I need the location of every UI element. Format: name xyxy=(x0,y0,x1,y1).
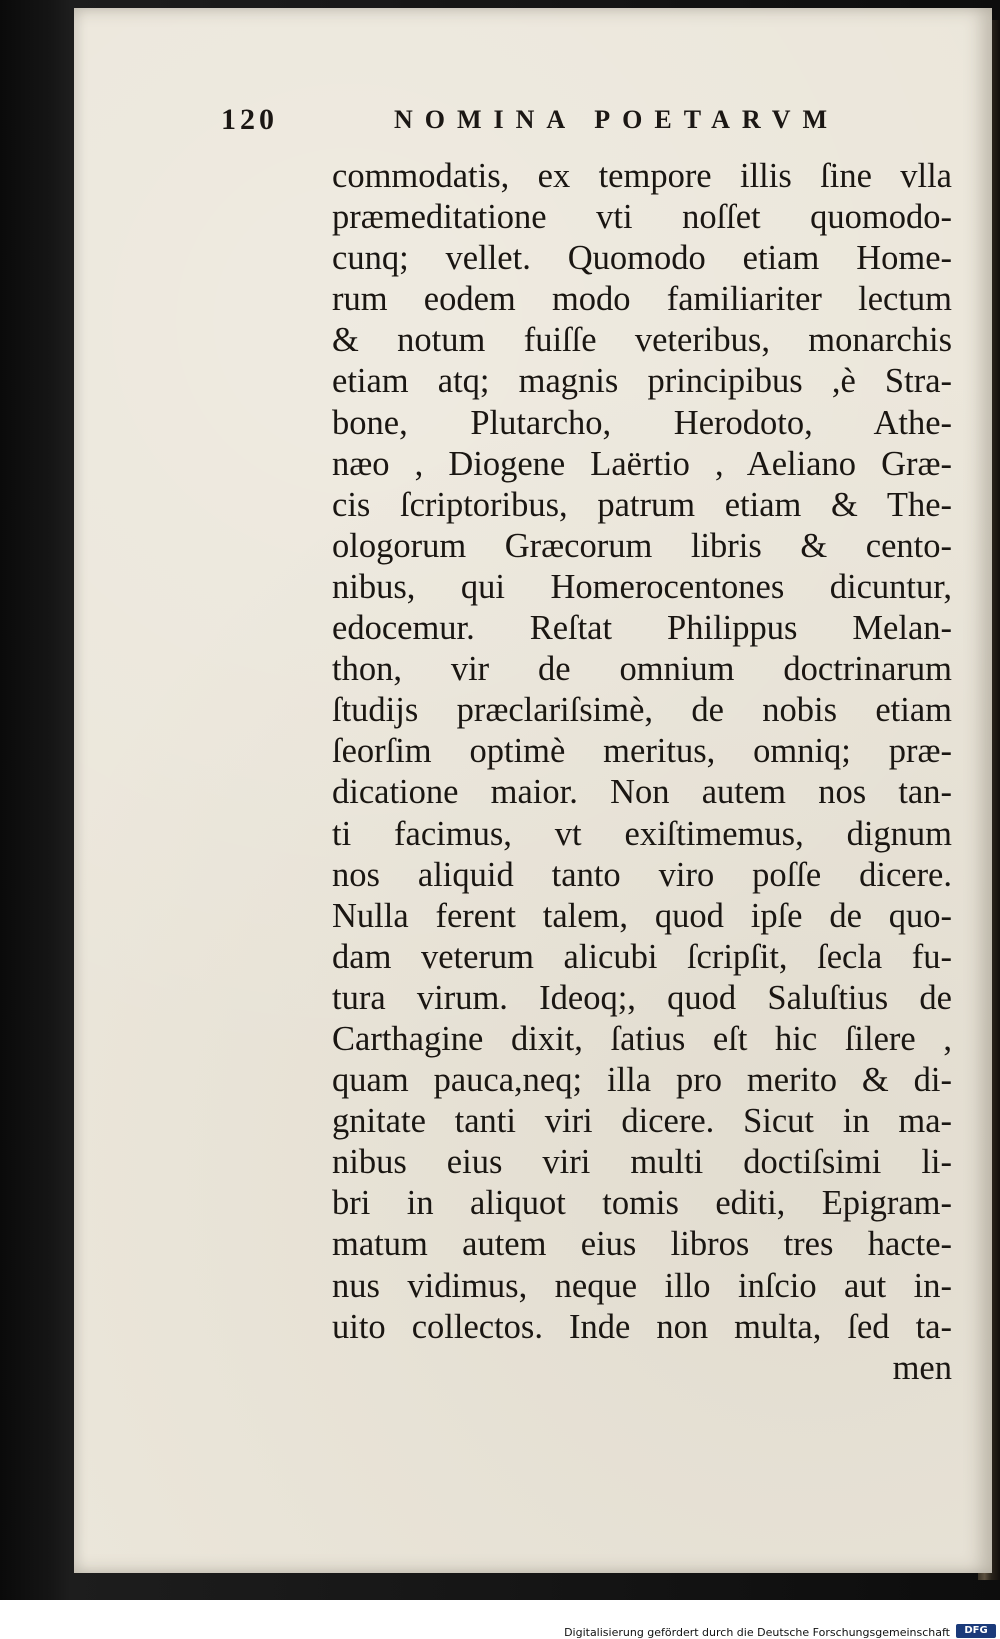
text-line: nibus eius viri multi doctiſsimi li- xyxy=(332,1143,952,1182)
body-text xyxy=(332,156,952,1389)
text-line: nos aliquid tanto viro poſſe dicere. xyxy=(332,855,952,894)
text-line: tura virum. Ideoq;, quod Saluſtius de xyxy=(332,978,952,1017)
text-line: ologorum Græcorum libris & cento- xyxy=(332,526,952,565)
text-line: Nulla ferent talem, quod ipſe de quo- xyxy=(332,896,952,935)
text-line: edocemur. Reſtat Philippus Melan- xyxy=(332,609,952,648)
text-line: etiam atq; magnis principibus ,è Stra- xyxy=(332,362,952,401)
text-line: gnitate tanti viri dicere. Sicut in ma- xyxy=(332,1102,952,1141)
text-line: nus vidimus, neque illo inſcio aut in- xyxy=(332,1266,952,1305)
text-line: commodatis, ex tempore illis ſine vlla xyxy=(332,157,952,195)
text-line: næo , Diogene Laërtio , Aeliano Græ- xyxy=(332,444,952,483)
text-line: præmeditatione vti noſſet quomodo- xyxy=(332,198,952,237)
running-title: NOMINA POETARVM xyxy=(394,105,840,134)
text-line: ſtudijs præclariſsimè, de nobis etiam xyxy=(332,691,952,730)
text-line: quam pauca,neq; illa pro merito & di- xyxy=(332,1061,952,1100)
text-line: dam veterum alicubi ſcripſit, ſecla fu- xyxy=(332,937,952,976)
text-line: matum autem eius libros tres hacte- xyxy=(332,1225,952,1264)
text-line: ti facimus, vt exiſtimemus, dignum xyxy=(332,814,952,853)
dfg-logo: DFG xyxy=(956,1624,996,1638)
text-line: bone, Plutarcho, Herodoto, Athe- xyxy=(332,403,952,442)
text-line: rum eodem modo familiariter lectum xyxy=(332,280,952,319)
footer-credit: Digitalisierung gefördert durch die Deutsche Forschungsgemeinschaft xyxy=(564,1626,950,1639)
text-line: & notum fuiſſe veteribus, monarchis xyxy=(332,321,952,360)
text-line: cunq; vellet. Quomodo etiam Home- xyxy=(332,239,952,278)
text-line: thon, vir de omnium doctrinarum xyxy=(332,650,952,689)
text-line: bri in aliquot tomis editi, Epigram- xyxy=(332,1184,952,1223)
page-header xyxy=(74,103,992,143)
text-line: Carthagine dixit, ſatius eſt hic ſilere , xyxy=(332,1019,952,1058)
text-line: cis ſcriptoribus, patrum etiam & The- xyxy=(332,485,952,524)
text-line: nibus, qui Homerocentones dicuntur, xyxy=(332,567,952,606)
text-line: uito collectos. Inde non multa, ſed ta- xyxy=(332,1307,952,1346)
page-number: 120 xyxy=(221,103,278,136)
text-line: dicatione maior. Non autem nos tan- xyxy=(332,773,952,812)
catchword: men xyxy=(892,1348,952,1387)
text-line: ſeorſim optimè meritus, omniq; præ- xyxy=(332,732,952,771)
book-page xyxy=(74,8,992,1573)
